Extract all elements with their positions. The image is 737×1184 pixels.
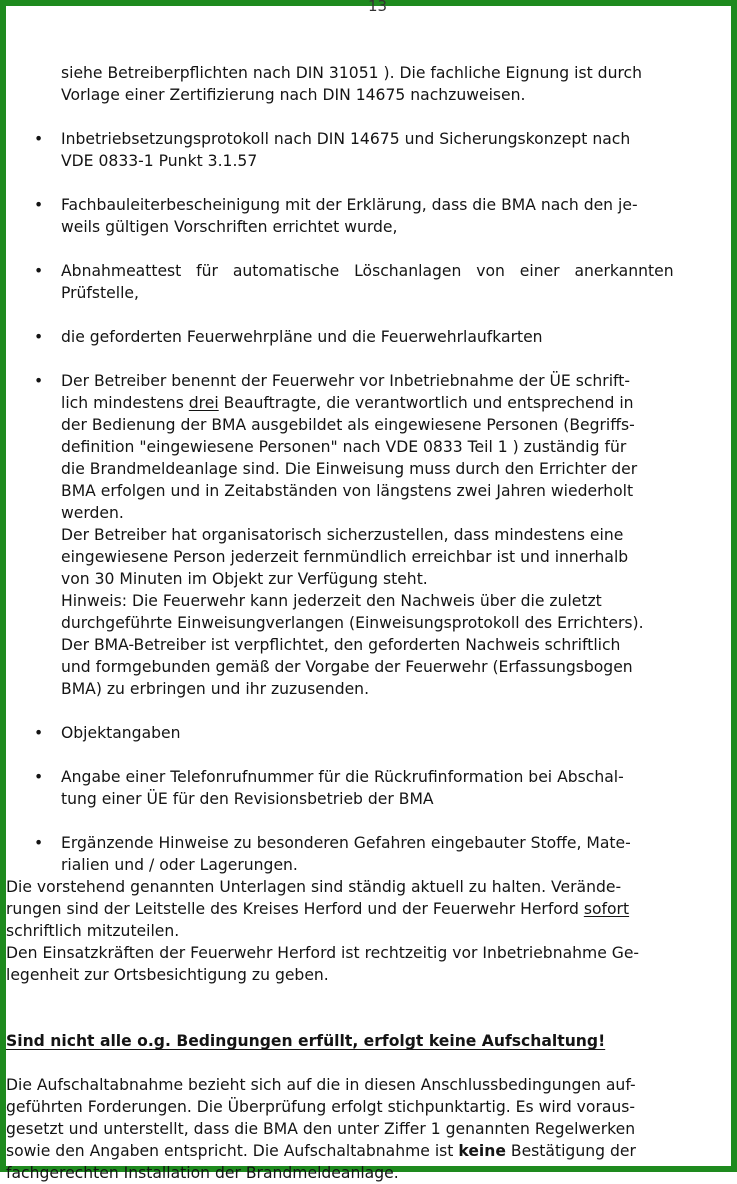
text-line: von 30 Minuten im Objekt zur Verfügung steht. [61, 570, 428, 588]
text-line: durchgeführte Einweisungverlangen (Einweisungsprotokoll des Errichters). [61, 614, 644, 632]
text-line: die Brandmeldeanlage sind. Die Einweisung muss durch den Errichter der [61, 460, 638, 478]
list-item [6, 766, 737, 810]
text-line: werden. [61, 504, 124, 522]
text-line: schriftlich mitzuteilen. [6, 922, 180, 940]
paragraph-acceptance [6, 1074, 737, 1184]
text-line: sowie den Angaben entspricht. Die Aufschaltabnahme ist keine Bestätigung der [6, 1142, 636, 1160]
text-line: VDE 0833-1 Punkt 3.1.57 [61, 152, 258, 170]
text-line: Die vorstehend genannten Unterlagen sind ständig aktuell zu halten. Verände- [6, 878, 622, 896]
text-line: Vorlage einer Zertifizierung nach DIN 14675 nachzuweisen. [61, 86, 526, 104]
text-line: weils gültigen Vorschriften errichtet wurde, [61, 218, 398, 236]
text-line: die geforderten Feuerwehrpläne und die Feuerwehrlaufkarten [61, 328, 543, 346]
text-line: Ergänzende Hinweise zu besonderen Gefahren eingebauter Stoffe, Mate- [61, 834, 631, 852]
text-line: Objektangaben [61, 724, 181, 742]
bullet-icon: • [34, 328, 44, 346]
list-item [6, 832, 737, 876]
bullet-icon: • [34, 724, 44, 742]
text-line: und formgebunden gemäß der Vorgabe der Feuerwehr (Erfassungsbogen [61, 658, 633, 676]
text-line: Hinweis: Die Feuerwehr kann jederzeit den Nachweis über die zuletzt [61, 592, 602, 610]
text-line: Der BMA-Betreiber ist verpflichtet, den geforderten Nachweis schriftlich [61, 636, 621, 654]
text-line: rungen sind der Leitstelle des Kreises Herford und der Feuerwehr Herford sofort [6, 900, 630, 918]
text-line: fachgerechten Installation der Brandmeldeanlage. [6, 1164, 399, 1182]
bullet-icon: • [34, 834, 44, 852]
text-line: Abnahmeattest für automatische Löschanlagen von einer anerkannten [61, 262, 674, 280]
text-line: BMA erfolgen und in Zeitabständen von längstens zwei Jahren wiederholt [61, 482, 634, 500]
text-line: definition "eingewiesene Personen" nach VDE 0833 Teil 1 ) zuständig für [61, 438, 627, 456]
text-line: gesetzt und unterstellt, dass die BMA den unter Ziffer 1 genannten Regelwerken [6, 1120, 636, 1138]
bullet-icon: • [34, 768, 44, 786]
bold-word: keine [458, 1142, 506, 1160]
text-line: Den Einsatzkräften der Feuerwehr Herford ist rechtzeitig vor Inbetriebnahme Ge- [6, 944, 640, 962]
paragraph-site-visit [6, 942, 737, 986]
text-line: Der Betreiber hat organisatorisch sicherzustellen, dass mindestens eine [61, 526, 624, 544]
page-number: 13 [368, 0, 388, 15]
list-item [6, 326, 737, 348]
section-heading: Sind nicht alle o.g. Bedingungen erfüllt, erfolgt keine Aufschaltung! [6, 1032, 606, 1050]
text-line: lich mindestens drei Beauftragte, die verantwortlich und entsprechend in [61, 394, 634, 412]
text-line: legenheit zur Ortsbesichtigung zu geben. [6, 966, 329, 984]
text-line: geführten Forderungen. Die Überprüfung erfolgt stichpunktartig. Es wird voraus- [6, 1098, 636, 1116]
bullet-icon: • [34, 262, 44, 280]
document-body [6, 62, 737, 1184]
list-item [6, 722, 737, 744]
list-item [6, 370, 737, 700]
bullet-icon: • [34, 130, 44, 148]
paragraph-update-notice [6, 876, 737, 942]
text-line: Fachbauleiterbescheinigung mit der Erklärung, dass die BMA nach den je- [61, 196, 638, 214]
text-line: tung einer ÜE für den Revisionsbetrieb der BMA [61, 790, 434, 808]
underlined-word: sofort [583, 900, 630, 918]
text-line: Der Betreiber benennt der Feuerwehr vor Inbetriebnahme der ÜE schrift- [61, 372, 630, 390]
text-line: rialien und / oder Lagerungen. [61, 856, 298, 874]
underlined-word: drei [188, 394, 219, 412]
bullet-icon: • [34, 372, 44, 390]
text-line: Inbetriebsetzungsprotokoll nach DIN 14675 und Sicherungskonzept nach [61, 130, 631, 148]
intro-paragraph [6, 62, 737, 106]
text-line: BMA) zu erbringen und ihr zuzusenden. [61, 680, 370, 698]
text-line: der Bedienung der BMA ausgebildet als eingewiesene Personen (Begriffs- [61, 416, 635, 434]
text-line: Die Aufschaltabnahme bezieht sich auf die in diesen Anschlussbedingungen auf- [6, 1076, 636, 1094]
list-item [6, 194, 737, 238]
bullet-icon: • [34, 196, 44, 214]
text-line: eingewiesene Person jederzeit fernmündlich erreichbar ist und innerhalb [61, 548, 629, 566]
text-line: Prüfstelle, [61, 284, 139, 302]
text-line: Angabe einer Telefonrufnummer für die Rückrufinformation bei Abschal- [61, 768, 624, 786]
text-line: siehe Betreiberpflichten nach DIN 31051 ). Die fachliche Eignung ist durch [61, 64, 642, 82]
list-item [6, 260, 737, 304]
list-item [6, 128, 737, 172]
